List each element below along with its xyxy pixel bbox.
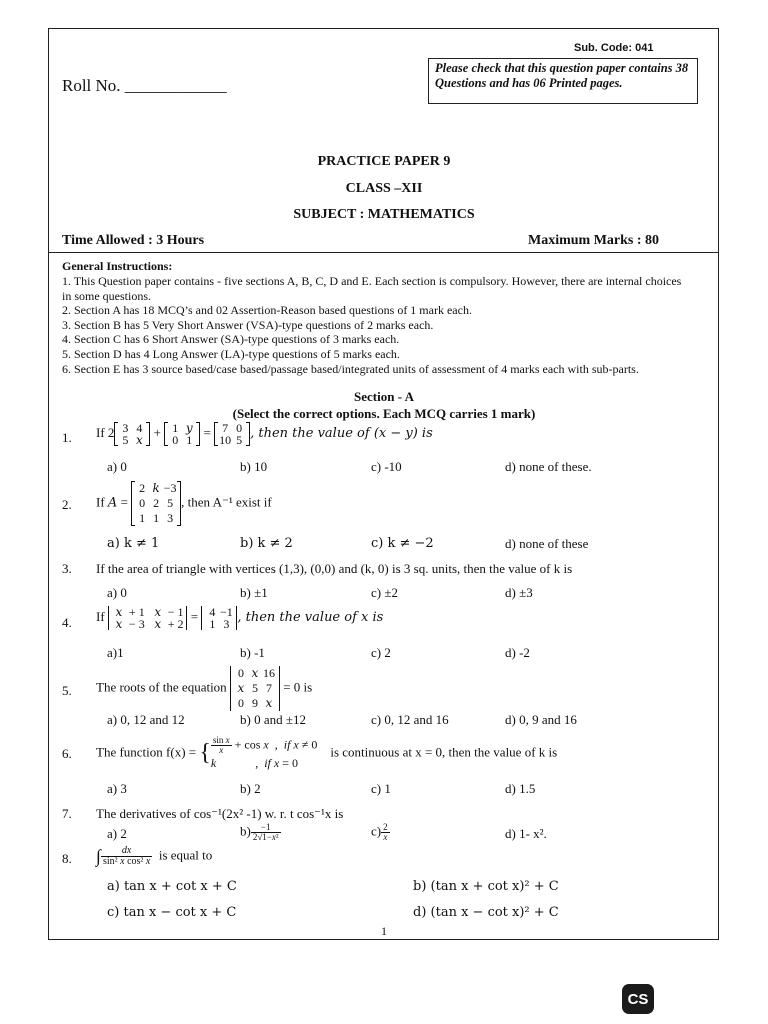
option-b: b) 10 xyxy=(240,459,268,474)
section-a-subtitle: (Select the correct options. Each MCQ carries 1 mark) xyxy=(232,406,536,421)
instruction-item: 5. Section D has 4 Long Answer (LA)-type questions of 5 marks each. xyxy=(62,346,400,361)
option-a: a) 0 xyxy=(107,585,127,600)
option-c: c) tan x − cot x + C xyxy=(107,905,237,920)
sub-code: Sub. Code: 041 xyxy=(574,42,654,54)
instructions-list xyxy=(62,274,692,376)
option-a: a) 3 xyxy=(107,781,127,796)
time-allowed: Time Allowed : 3 Hours xyxy=(62,233,205,248)
question-7: The derivatives of cos⁻¹(2x² -1) w. r. t cos⁻¹x is xyxy=(96,806,344,821)
question-number: 7. xyxy=(62,806,72,821)
instruction-item: 1. This Question paper contains - five sections A, B, C, D and E. Each section is compulsory. However, there are internal choices in some questions. xyxy=(62,274,682,303)
question-number: 8. xyxy=(62,851,72,866)
question-number: 2. xyxy=(62,497,72,512)
question-3: If the area of triangle with vertices (1,3), (0,0) and (k, 0) is 3 sq. units, then the value of k is xyxy=(96,561,573,576)
option-a: a)1 xyxy=(107,645,124,660)
matrix: 1 y 0 1 xyxy=(164,422,200,446)
option-c: c) 1 xyxy=(371,781,391,796)
option-b: b) -1 xyxy=(240,645,265,660)
option-d: d) 0, 9 and 16 xyxy=(505,712,577,727)
piecewise-cases: $\frac{\text{sin x}}{x}$ + cos x , if x ≠ 0 k , if x = 0 xyxy=(210,735,318,770)
question-number: 5. xyxy=(62,683,72,698)
question-number: 3. xyxy=(62,561,72,576)
instruction-item: 2. Section A has 18 MCQ’s and 02 Assertion-Reason based questions of 1 mark each. xyxy=(62,303,472,318)
option-d: d) -2 xyxy=(505,645,530,660)
option-d: d) 1.5 xyxy=(505,781,536,796)
option-d: d) ±3 xyxy=(505,585,533,600)
page-number: 1 xyxy=(381,924,387,938)
option-b: b) 2 xyxy=(240,781,261,796)
option-d: d) (tan x − cot x)² + C xyxy=(413,905,559,920)
determinant: 0 x 16 x 5 7 0 9 x xyxy=(230,666,280,711)
matrix: 7 0 10 5 xyxy=(214,422,250,446)
option-a: a) 0, 12 and 12 xyxy=(107,712,185,727)
notice-box: Please check that this question paper contains 38 Questions and has 06 Printed pages. xyxy=(428,58,698,104)
question-4: If x + 1 x − 1 x − 3 x + 2 = 4 −1 1 3 , then the value of x is xyxy=(96,605,384,631)
option-a: a) 0 xyxy=(107,459,127,474)
question-5: The roots of the equation 0 x 16 x 5 7 0 9 x = 0 is xyxy=(96,666,313,710)
instruction-item: 4. Section C has 6 Short Answer (SA)-type questions of 3 marks each. xyxy=(62,332,400,347)
question-number: 1. xyxy=(62,430,72,445)
option-c: c) 0, 12 and 16 xyxy=(371,712,449,727)
option-d: d) 1- x². xyxy=(505,826,547,841)
camscanner-logo: CS xyxy=(622,984,654,1014)
section-a-title: Section - A xyxy=(354,389,414,404)
option-a: a) tan x + cot x + C xyxy=(107,879,237,894)
option-a: a) 2 xyxy=(107,826,127,841)
maximum-marks: Maximum Marks : 80 xyxy=(528,233,660,248)
matrix: 3 4 5 x xyxy=(114,422,150,446)
option-c: c) 2 xyxy=(371,645,391,660)
option-b: b) 0 and ±12 xyxy=(240,712,306,727)
instructions-heading: General Instructions: xyxy=(62,259,173,273)
option-c: c) -10 xyxy=(371,459,402,474)
option-b: b) k ≠ 2 xyxy=(240,536,293,551)
instruction-item: 3. Section B has 5 Very Short Answer (VSA)-type questions of 2 marks each. xyxy=(62,317,434,332)
determinant: 4 −1 1 3 xyxy=(201,606,237,630)
option-d: d) none of these xyxy=(505,536,589,551)
determinant: x + 1 x − 1 x − 3 x + 2 xyxy=(108,606,188,630)
paper-title: PRACTICE PAPER 9 xyxy=(317,154,451,169)
header-divider xyxy=(48,252,719,253)
option-a: a) k ≠ 1 xyxy=(107,536,160,551)
question-2: If A = 2 k −3 0 2 5 1 1 3, then A⁻¹ exist if xyxy=(96,481,272,525)
question-number: 6. xyxy=(62,746,72,761)
subject-title: SUBJECT : MATHEMATICS xyxy=(293,207,475,222)
class-title: CLASS –XII xyxy=(345,181,423,196)
option-b: b) $\frac{-1}{\text{2√1−x²}}$ xyxy=(240,822,279,842)
matrix: 2 k −3 0 2 5 1 1 3 xyxy=(131,481,181,526)
instruction-item: 6. Section E has 3 source based/case based/passage based/integrated units of assessment of 4 marks each with sub-parts. xyxy=(62,361,639,376)
question-6: The function f(x) = { $\frac{\text{sin x}}{x}$ + cos x , if x ≠ 0 k , if x = 0 is continuous at x = 0, then the value of k is xyxy=(96,735,558,770)
option-c: c) k ≠ −2 xyxy=(371,536,434,551)
option-d: d) none of these. xyxy=(505,459,592,474)
option-c: c) $\frac{2}{x}$ xyxy=(371,822,388,842)
question-number: 4. xyxy=(62,615,72,630)
question-1: If 2 3 4 5 x + 1 y 0 1 = 7 0 10 5 , then the value of (x − y) is xyxy=(96,421,433,447)
roll-number-field: Roll No. ____________ xyxy=(62,76,227,95)
option-c: c) ±2 xyxy=(371,585,398,600)
option-b: b) ±1 xyxy=(240,585,268,600)
question-8: ∫ $\frac{dx}{\text{sin² x cos² x}}$ is equal to xyxy=(96,845,213,867)
option-b: b) (tan x + cot x)² + C xyxy=(413,879,559,894)
